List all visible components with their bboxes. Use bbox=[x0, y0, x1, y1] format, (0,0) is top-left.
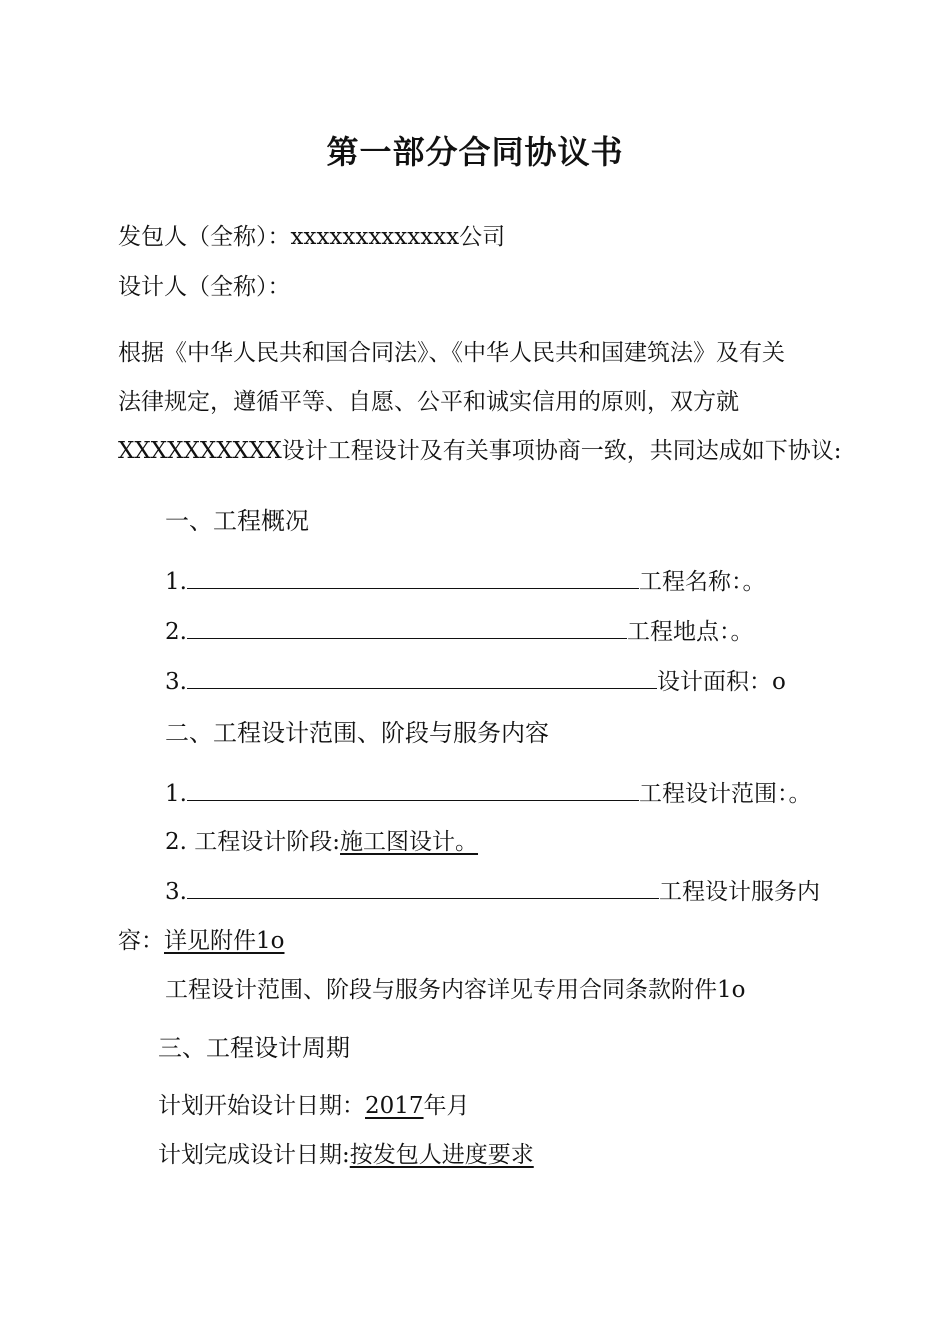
blank-line bbox=[187, 876, 659, 899]
project-location-label: 工程地点：。 bbox=[626, 619, 754, 645]
project-name-label: 工程名称：。 bbox=[638, 569, 766, 595]
employer-line: 发包人（全称）：xxxxxxxxxxxxx公司 bbox=[118, 224, 506, 250]
section-1-heading: 一、工程概况 bbox=[165, 507, 309, 535]
planned-finish-row bbox=[158, 1140, 534, 1170]
item-number: 1. bbox=[165, 569, 187, 595]
design-area-label: 设计面积：o bbox=[656, 669, 786, 695]
planned-start-label: 计划开始设计日期： bbox=[158, 1093, 365, 1119]
designer-line: 设计人（全称）： bbox=[118, 274, 291, 300]
scope-note: 工程设计范围、阶段与服务内容详见专用合同条款附件1o bbox=[165, 977, 746, 1003]
blank-line bbox=[187, 566, 639, 589]
design-service-row bbox=[165, 876, 820, 907]
preamble-line-2: 法律规定，遵循平等、自愿、公平和诚实信用的原则，双方就 bbox=[118, 389, 739, 415]
preamble-line-3: XXXXXXXXXX设计工程设计及有关事项协商一致，共同达成如下协议: bbox=[118, 438, 842, 464]
design-area-row bbox=[165, 666, 786, 697]
planned-start-row bbox=[158, 1091, 470, 1121]
design-stage-label: 2. 工程设计阶段: bbox=[165, 829, 341, 855]
item-number: 3. bbox=[165, 879, 187, 905]
project-name-row bbox=[165, 566, 765, 597]
page-title: 第一部分合同协议书 bbox=[326, 133, 624, 171]
design-service-value: 详见附件1o bbox=[164, 928, 285, 954]
blank-line bbox=[187, 778, 639, 801]
item-number: 3. bbox=[165, 669, 187, 695]
design-scope-label: 工程设计范围：。 bbox=[638, 781, 812, 807]
design-stage-value: 施工图设计。 bbox=[340, 829, 479, 855]
item-number: 2. bbox=[165, 619, 187, 645]
design-service-continued bbox=[118, 926, 284, 956]
preamble-line-1: 根据《中华人民共和国合同法》、《中华人民共和国建筑法》及有关 bbox=[118, 340, 785, 366]
planned-finish-label: 计划完成设计日期: bbox=[158, 1142, 350, 1168]
design-scope-row bbox=[165, 778, 811, 809]
design-service-label: 工程设计服务内 bbox=[658, 879, 820, 905]
item-number: 1. bbox=[165, 781, 187, 807]
design-stage-row bbox=[165, 827, 478, 857]
design-service-label-end: 容： bbox=[118, 928, 164, 954]
planned-finish-value: 按发包人进度要求 bbox=[349, 1142, 534, 1168]
section-2-heading: 二、工程设计范围、阶段与服务内容 bbox=[165, 719, 549, 747]
section-3-heading: 三、工程设计周期 bbox=[158, 1034, 350, 1062]
blank-line bbox=[187, 616, 627, 639]
planned-start-suffix: 年月 bbox=[423, 1093, 470, 1119]
blank-line bbox=[187, 666, 657, 689]
project-location-row bbox=[165, 616, 753, 647]
planned-start-year: 2017 bbox=[365, 1093, 424, 1119]
